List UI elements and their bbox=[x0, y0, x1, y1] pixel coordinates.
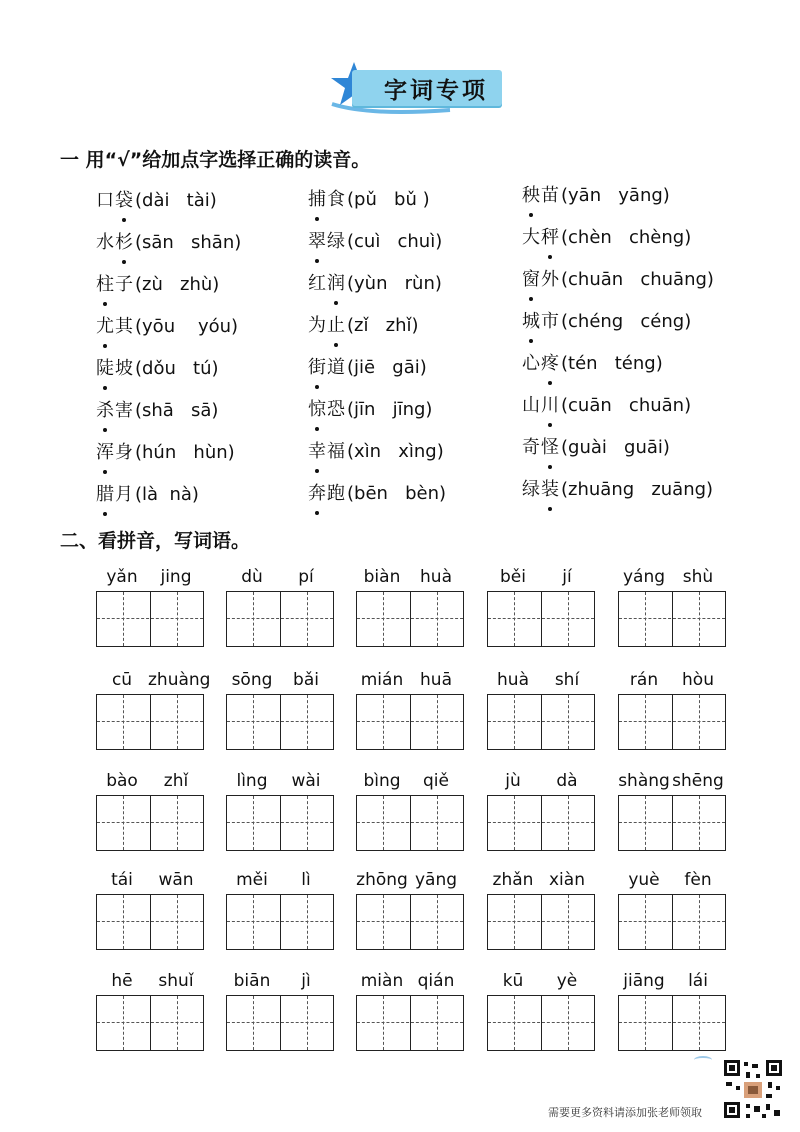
pinyin-label: qián bbox=[417, 971, 455, 991]
writing-box[interactable] bbox=[487, 795, 595, 851]
grid-line bbox=[357, 822, 463, 823]
pinyin-label: biàn bbox=[363, 567, 401, 587]
page-title: 字词专项 bbox=[384, 77, 488, 104]
pinyin-options[interactable]: (chéng céng) bbox=[561, 311, 692, 332]
grid-line bbox=[383, 796, 384, 850]
grid-line bbox=[280, 996, 281, 1050]
grid-line bbox=[227, 1022, 333, 1023]
grid-line bbox=[568, 895, 569, 949]
pronunciation-item bbox=[522, 307, 691, 333]
pronunciation-item bbox=[522, 223, 691, 249]
pinyin-options[interactable]: (tén téng) bbox=[561, 353, 663, 374]
target-word: 山川 bbox=[522, 395, 560, 416]
pinyin-options[interactable]: (là nà) bbox=[135, 484, 199, 505]
writing-box[interactable] bbox=[96, 795, 204, 851]
grid-line bbox=[383, 695, 384, 749]
grid-line bbox=[699, 796, 700, 850]
pronunciation-item bbox=[96, 354, 219, 380]
grid-line bbox=[619, 618, 725, 619]
target-word: 城市 bbox=[522, 311, 560, 332]
grid-line bbox=[437, 895, 438, 949]
pinyin-label: jiāng bbox=[623, 971, 665, 991]
pinyin-options[interactable]: (hún hùn) bbox=[135, 442, 235, 463]
emphasis-dot-icon bbox=[103, 512, 107, 516]
pinyin-label: lì bbox=[301, 870, 311, 890]
target-word: 绿装 bbox=[522, 479, 560, 500]
pronunciation-item bbox=[522, 391, 691, 417]
writing-box[interactable] bbox=[356, 591, 464, 647]
pinyin-label: mián bbox=[360, 670, 404, 690]
pinyin-label: hòu bbox=[682, 670, 714, 690]
target-word: 秧苗 bbox=[522, 185, 560, 206]
grid-line bbox=[488, 618, 594, 619]
grid-line bbox=[541, 796, 542, 850]
grid-line bbox=[123, 592, 124, 646]
pronunciation-item bbox=[96, 396, 218, 422]
grid-line bbox=[253, 895, 254, 949]
grid-line bbox=[488, 1022, 594, 1023]
emphasis-dot-icon bbox=[529, 339, 533, 343]
writing-box[interactable] bbox=[96, 894, 204, 950]
grid-line bbox=[253, 796, 254, 850]
grid-line bbox=[357, 721, 463, 722]
pronunciation-item bbox=[308, 395, 432, 421]
writing-box[interactable] bbox=[487, 894, 595, 950]
grid-line bbox=[177, 895, 178, 949]
pinyin-label: yáng bbox=[622, 567, 666, 587]
grid-line bbox=[514, 592, 515, 646]
grid-line bbox=[514, 895, 515, 949]
pinyin-options[interactable]: (yùn rùn) bbox=[347, 273, 442, 294]
footer-note: 需要更多资料请添加张老师领取 bbox=[548, 1106, 702, 1119]
grid-line bbox=[307, 796, 308, 850]
grid-line bbox=[568, 695, 569, 749]
grid-line bbox=[383, 996, 384, 1050]
pronunciation-item bbox=[522, 475, 713, 501]
target-word: 陡坡 bbox=[96, 358, 134, 379]
grid-line bbox=[357, 921, 463, 922]
grid-line bbox=[123, 996, 124, 1050]
pinyin-options[interactable]: (dǒu tú) bbox=[135, 358, 219, 379]
grid-line bbox=[227, 921, 333, 922]
pinyin-options[interactable]: (zhuāng zuāng) bbox=[561, 479, 714, 500]
grid-line bbox=[568, 996, 569, 1050]
grid-line bbox=[97, 1022, 203, 1023]
decorative-arc bbox=[694, 1056, 712, 1064]
pinyin-label: dù bbox=[241, 567, 263, 587]
pinyin-options[interactable]: (dài tài) bbox=[135, 190, 217, 211]
writing-box[interactable] bbox=[618, 995, 726, 1051]
pinyin-options[interactable]: (yān yāng) bbox=[561, 185, 670, 206]
pinyin-options[interactable]: (zù zhù) bbox=[135, 274, 220, 295]
emphasis-dot-icon bbox=[548, 507, 552, 511]
pronunciation-item bbox=[308, 185, 430, 211]
pinyin-label: qiě bbox=[423, 771, 449, 791]
writing-box[interactable] bbox=[96, 995, 204, 1051]
emphasis-dot-icon bbox=[334, 301, 338, 305]
pinyin-label: lái bbox=[688, 971, 708, 991]
grid-line bbox=[97, 618, 203, 619]
grid-line bbox=[568, 592, 569, 646]
grid-line bbox=[541, 895, 542, 949]
pinyin-label: shuǐ bbox=[158, 971, 194, 991]
grid-line bbox=[488, 921, 594, 922]
pronunciation-item bbox=[308, 437, 444, 463]
emphasis-dot-icon bbox=[315, 385, 319, 389]
grid-line bbox=[672, 592, 673, 646]
grid-line bbox=[645, 996, 646, 1050]
emphasis-dot-icon bbox=[103, 302, 107, 306]
pronunciation-item bbox=[522, 349, 663, 375]
pinyin-label: xiàn bbox=[549, 870, 585, 890]
pronunciation-item bbox=[96, 312, 238, 338]
writing-box[interactable] bbox=[96, 694, 204, 750]
emphasis-dot-icon bbox=[529, 213, 533, 217]
pinyin-label: zhǐ bbox=[163, 771, 189, 791]
pronunciation-item bbox=[96, 186, 217, 212]
pinyin-label: shí bbox=[554, 670, 580, 690]
grid-line bbox=[514, 996, 515, 1050]
pinyin-options[interactable]: (guài guāi) bbox=[561, 437, 670, 458]
target-word: 尤其 bbox=[96, 316, 134, 337]
pronunciation-item bbox=[96, 480, 199, 506]
target-word: 水杉 bbox=[96, 232, 134, 253]
pinyin-label: shēng bbox=[672, 771, 724, 791]
writing-box[interactable] bbox=[618, 591, 726, 647]
grid-line bbox=[541, 996, 542, 1050]
target-word: 腊月 bbox=[96, 484, 134, 505]
pinyin-label: zhōng bbox=[356, 870, 408, 890]
pinyin-label: shù bbox=[682, 567, 714, 587]
pinyin-label: yāng bbox=[414, 870, 458, 890]
grid-line bbox=[357, 618, 463, 619]
grid-line bbox=[619, 721, 725, 722]
grid-line bbox=[437, 996, 438, 1050]
pinyin-options[interactable]: (pǔ bǔ ) bbox=[347, 189, 430, 210]
pronunciation-item bbox=[522, 433, 670, 459]
emphasis-dot-icon bbox=[548, 255, 552, 259]
pinyin-label: miàn bbox=[360, 971, 404, 991]
pinyin-label: kū bbox=[502, 971, 524, 991]
target-word: 大秤 bbox=[522, 227, 560, 248]
grid-line bbox=[672, 695, 673, 749]
pinyin-label: tái bbox=[111, 870, 133, 890]
pinyin-label: jì bbox=[301, 971, 311, 991]
emphasis-dot-icon bbox=[122, 260, 126, 264]
pinyin-label: biān bbox=[233, 971, 271, 991]
pronunciation-item bbox=[308, 269, 442, 295]
pronunciation-item bbox=[308, 353, 427, 379]
qr-code-icon bbox=[722, 1058, 784, 1120]
pinyin-label: cū bbox=[111, 670, 133, 690]
grid-line bbox=[280, 592, 281, 646]
emphasis-dot-icon bbox=[103, 344, 107, 348]
target-word: 翠绿 bbox=[308, 231, 346, 252]
grid-line bbox=[150, 796, 151, 850]
writing-box[interactable] bbox=[487, 995, 595, 1051]
writing-box[interactable] bbox=[96, 591, 204, 647]
grid-line bbox=[437, 695, 438, 749]
grid-line bbox=[150, 592, 151, 646]
target-word: 为止 bbox=[308, 315, 346, 336]
grid-line bbox=[568, 796, 569, 850]
pinyin-label: zhǎn bbox=[492, 870, 534, 890]
grid-line bbox=[280, 895, 281, 949]
grid-line bbox=[699, 695, 700, 749]
grid-line bbox=[227, 721, 333, 722]
pinyin-label: rán bbox=[629, 670, 659, 690]
emphasis-dot-icon bbox=[548, 423, 552, 427]
grid-line bbox=[123, 895, 124, 949]
emphasis-dot-icon bbox=[103, 428, 107, 432]
grid-line bbox=[177, 695, 178, 749]
writing-box[interactable] bbox=[356, 995, 464, 1051]
writing-box[interactable] bbox=[356, 894, 464, 950]
grid-line bbox=[307, 592, 308, 646]
grid-line bbox=[253, 996, 254, 1050]
grid-line bbox=[488, 822, 594, 823]
grid-line bbox=[699, 895, 700, 949]
grid-line bbox=[177, 996, 178, 1050]
writing-box[interactable] bbox=[356, 694, 464, 750]
emphasis-dot-icon bbox=[315, 427, 319, 431]
emphasis-dot-icon bbox=[548, 381, 552, 385]
writing-box[interactable] bbox=[356, 795, 464, 851]
writing-box[interactable] bbox=[487, 591, 595, 647]
emphasis-dot-icon bbox=[315, 511, 319, 515]
pinyin-label: běi bbox=[500, 567, 526, 587]
pinyin-label: měi bbox=[236, 870, 268, 890]
pinyin-label: jù bbox=[505, 771, 521, 791]
target-word: 奔跑 bbox=[308, 483, 346, 504]
grid-line bbox=[123, 796, 124, 850]
target-word: 幸福 bbox=[308, 441, 346, 462]
pinyin-label: bìng bbox=[363, 771, 401, 791]
grid-line bbox=[253, 592, 254, 646]
target-word: 惊恐 bbox=[308, 399, 346, 420]
pinyin-options[interactable]: (jiē gāi) bbox=[347, 357, 427, 378]
grid-line bbox=[307, 895, 308, 949]
grid-line bbox=[150, 996, 151, 1050]
grid-line bbox=[150, 695, 151, 749]
writing-box[interactable] bbox=[618, 894, 726, 950]
grid-line bbox=[410, 895, 411, 949]
emphasis-dot-icon bbox=[315, 217, 319, 221]
grid-line bbox=[383, 592, 384, 646]
target-word: 窗外 bbox=[522, 269, 560, 290]
pinyin-label: yuè bbox=[628, 870, 660, 890]
grid-line bbox=[253, 695, 254, 749]
pronunciation-item bbox=[308, 227, 442, 253]
grid-line bbox=[307, 996, 308, 1050]
emphasis-dot-icon bbox=[315, 469, 319, 473]
target-word: 红润 bbox=[308, 273, 346, 294]
grid-line bbox=[177, 796, 178, 850]
grid-line bbox=[97, 822, 203, 823]
pinyin-label: bào bbox=[106, 771, 138, 791]
grid-line bbox=[410, 996, 411, 1050]
pinyin-label: sōng bbox=[231, 670, 273, 690]
pronunciation-item bbox=[96, 438, 235, 464]
grid-line bbox=[150, 895, 151, 949]
grid-line bbox=[383, 895, 384, 949]
grid-line bbox=[227, 822, 333, 823]
pinyin-options[interactable]: (cuì chuì) bbox=[347, 231, 443, 252]
grid-line bbox=[280, 695, 281, 749]
grid-line bbox=[97, 921, 203, 922]
pinyin-label: yè bbox=[556, 971, 578, 991]
pinyin-label: bǎi bbox=[293, 670, 319, 690]
pronunciation-item bbox=[522, 181, 670, 207]
grid-line bbox=[280, 796, 281, 850]
target-word: 柱子 bbox=[96, 274, 134, 295]
pinyin-label: wān bbox=[158, 870, 194, 890]
grid-line bbox=[645, 895, 646, 949]
pinyin-label: pí bbox=[298, 567, 314, 587]
pinyin-label: lìng bbox=[236, 771, 268, 791]
target-word: 杀害 bbox=[96, 400, 134, 421]
grid-line bbox=[410, 695, 411, 749]
grid-line bbox=[97, 721, 203, 722]
section2-heading: 二、看拼音，写词语。 bbox=[60, 530, 251, 552]
grid-line bbox=[699, 996, 700, 1050]
grid-line bbox=[619, 1022, 725, 1023]
target-word: 街道 bbox=[308, 357, 346, 378]
writing-box[interactable] bbox=[226, 694, 334, 750]
emphasis-dot-icon bbox=[529, 297, 533, 301]
emphasis-dot-icon bbox=[334, 343, 338, 347]
grid-line bbox=[514, 695, 515, 749]
grid-line bbox=[541, 592, 542, 646]
pinyin-label: dà bbox=[556, 771, 578, 791]
pronunciation-item bbox=[96, 270, 219, 296]
grid-line bbox=[645, 695, 646, 749]
pronunciation-item bbox=[308, 479, 446, 505]
grid-line bbox=[410, 796, 411, 850]
writing-box[interactable] bbox=[226, 591, 334, 647]
grid-line bbox=[672, 996, 673, 1050]
grid-line bbox=[672, 895, 673, 949]
emphasis-dot-icon bbox=[122, 218, 126, 222]
pinyin-label: huā bbox=[420, 670, 452, 690]
pinyin-options[interactable]: (sān shān) bbox=[135, 232, 242, 253]
emphasis-dot-icon bbox=[103, 386, 107, 390]
grid-line bbox=[488, 721, 594, 722]
title-box bbox=[352, 70, 502, 106]
grid-line bbox=[619, 822, 725, 823]
grid-line bbox=[227, 618, 333, 619]
writing-box[interactable] bbox=[618, 694, 726, 750]
emphasis-dot-icon bbox=[315, 259, 319, 263]
pinyin-label: hē bbox=[111, 971, 133, 991]
pinyin-label: wài bbox=[291, 771, 321, 791]
grid-line bbox=[123, 695, 124, 749]
pinyin-options[interactable]: (zǐ zhǐ) bbox=[347, 315, 419, 336]
target-word: 捕食 bbox=[308, 189, 346, 210]
pinyin-options[interactable]: (jīn jīng) bbox=[347, 399, 433, 420]
target-word: 奇怪 bbox=[522, 437, 560, 458]
pinyin-options[interactable]: (shā sā) bbox=[135, 400, 219, 421]
pinyin-label: zhuàng bbox=[148, 670, 211, 690]
pinyin-label: yǎn bbox=[106, 567, 138, 587]
title-banner bbox=[330, 60, 505, 118]
grid-line bbox=[541, 695, 542, 749]
grid-line bbox=[307, 695, 308, 749]
grid-line bbox=[514, 796, 515, 850]
pronunciation-item bbox=[522, 265, 714, 291]
pinyin-label: fèn bbox=[684, 870, 712, 890]
grid-line bbox=[645, 592, 646, 646]
grid-line bbox=[619, 921, 725, 922]
pronunciation-item bbox=[96, 228, 241, 254]
grid-line bbox=[177, 592, 178, 646]
pinyin-label: shàng bbox=[618, 771, 670, 791]
pinyin-label: huà bbox=[497, 670, 529, 690]
writing-box[interactable] bbox=[226, 795, 334, 851]
section1-heading: 一 用“√”给加点字选择正确的读音。 bbox=[60, 149, 371, 171]
grid-line bbox=[645, 796, 646, 850]
pinyin-options[interactable]: (chuān chuāng) bbox=[561, 269, 714, 290]
target-word: 心疼 bbox=[522, 353, 560, 374]
pinyin-label: huà bbox=[420, 567, 452, 587]
grid-line bbox=[357, 1022, 463, 1023]
grid-line bbox=[410, 592, 411, 646]
grid-line bbox=[437, 796, 438, 850]
pinyin-label: jing bbox=[160, 567, 192, 587]
writing-box[interactable] bbox=[618, 795, 726, 851]
pinyin-options[interactable]: (bēn bèn) bbox=[347, 483, 447, 504]
pinyin-label: jí bbox=[562, 567, 572, 587]
pronunciation-item bbox=[308, 311, 419, 337]
writing-box[interactable] bbox=[226, 894, 334, 950]
writing-box[interactable] bbox=[226, 995, 334, 1051]
writing-box[interactable] bbox=[487, 694, 595, 750]
grid-line bbox=[699, 592, 700, 646]
target-word: 口袋 bbox=[96, 190, 134, 211]
pinyin-options[interactable]: (chèn chèng) bbox=[561, 227, 692, 248]
pinyin-options[interactable]: (xìn xìng) bbox=[347, 441, 444, 462]
emphasis-dot-icon bbox=[103, 470, 107, 474]
pinyin-options[interactable]: (cuān chuān) bbox=[561, 395, 692, 416]
grid-line bbox=[672, 796, 673, 850]
emphasis-dot-icon bbox=[548, 465, 552, 469]
target-word: 浑身 bbox=[96, 442, 134, 463]
grid-line bbox=[437, 592, 438, 646]
pinyin-options[interactable]: (yōu yóu) bbox=[135, 316, 239, 337]
